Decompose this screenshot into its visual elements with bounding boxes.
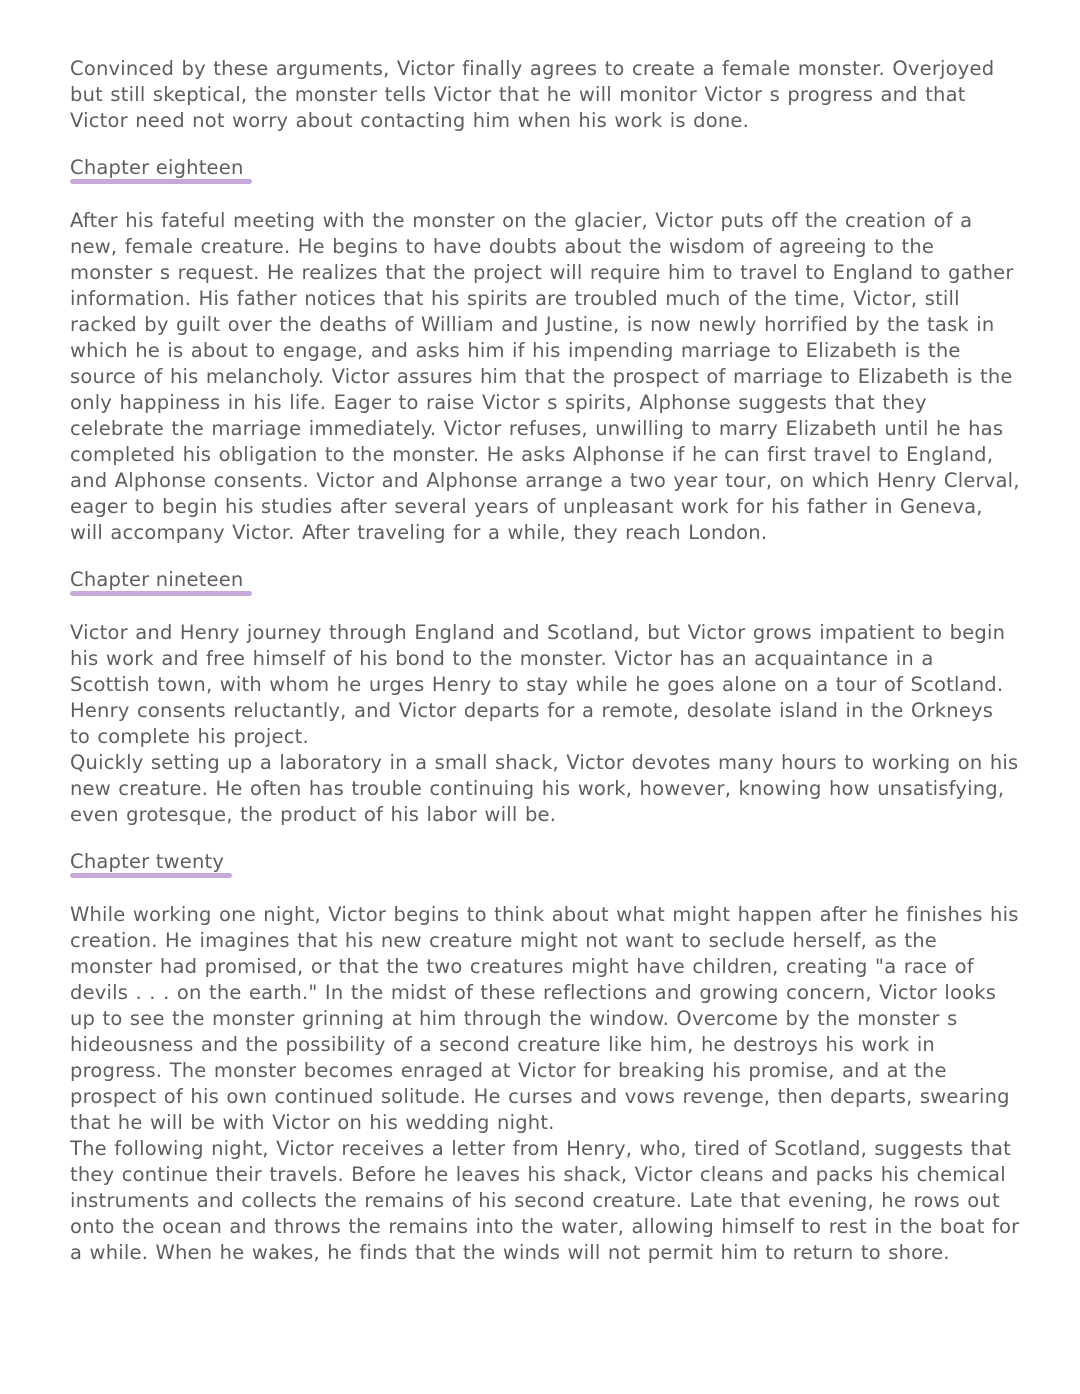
chapter-19-heading: Chapter nineteen — [70, 568, 244, 591]
chapter-20-paragraph-1: While working one night, Victor begins to think about what might happen after he finishes his creation. He imagines that his new creature might not want to seclude herself, as the monster had promised, or that the two creatures might have children, creating "a race of devils . . . on the earth." In the midst of these reflections and growing concern, Victor looks up to see the monster grinning at him through the window. Overcome by the monster s hideousness and the possibility of a second creature like him, he destroys his work in progress. The monster becomes enraged at Victor for breaking his promise, and at the prospect of his own continued solitude. He curses and vows revenge, then departs, swearing that he will be with Victor on his wedding night. — [70, 903, 1019, 1134]
chapter-19-heading-block — [70, 568, 248, 596]
heading-underline-highlight — [70, 873, 232, 878]
chapter-20-heading-block — [70, 850, 228, 878]
document-page — [70, 56, 1020, 1266]
chapter-19-paragraph-1: Victor and Henry journey through England and Scotland, but Victor grows impatient to begin his work and free himself of his bond to the monster. Victor has an acquaintance in a Scottish town, with whom he urges Henry to stay while he goes alone on a tour of Scotland. Henry consents reluctantly, and Victor departs for a remote, desolate island in the Orkneys to complete his project. — [70, 621, 1006, 748]
heading-underline-highlight — [70, 179, 252, 184]
chapter-20-paragraph-2: The following night, Victor receives a letter from Henry, who, tired of Scotland, suggests that they continue their travels. Before he leaves his shack, Victor cleans and packs his chemical instruments and collects the remains of his second creature. Late that evening, he rows out onto the ocean and throws the remains into the water, allowing himself to rest in the boat for a while. When he wakes, he finds that the winds will not permit him to return to shore. — [70, 1137, 1020, 1264]
chapter-18-heading-block — [70, 156, 248, 184]
heading-underline-highlight — [70, 591, 252, 596]
chapter-18-paragraph: After his fateful meeting with the monster on the glacier, Victor puts off the creation of a new, female creature. He begins to have doubts about the wisdom of agreeing to the monster s request. He realizes that the project will require him to travel to England to gather information. His father notices that his spirits are troubled much of the time, Victor, still racked by guilt over the deaths of William and Justine, is now newly horrified by the task in which he is about to engage, and asks him if his impending marriage to Elizabeth is the source of his melancholy. Victor assures him that the prospect of marriage to Elizabeth is the only happiness in his life. Eager to raise Victor s spirits, Alphonse suggests that they celebrate the marriage immediately. Victor refuses, unwilling to marry Elizabeth until he has completed his obligation to the monster. He asks Alphonse if he can first travel to England, and Alphonse consents. Victor and Alphonse arrange a two year tour, on which Henry Clerval, eager to begin his studies after several years of unpleasant work for his father in Geneva, will accompany Victor. After traveling for a while, they reach London. — [70, 209, 1020, 544]
chapter-19-paragraph-2: Quickly setting up a laboratory in a small shack, Victor devotes many hours to working on his new creature. He often has trouble continuing his work, however, knowing how unsatisfying, even grotesque, the product of his labor will be. — [70, 751, 1019, 826]
chapter-18-heading: Chapter eighteen — [70, 156, 244, 179]
chapter-20-heading: Chapter twenty — [70, 850, 225, 873]
intro-paragraph: Convinced by these arguments, Victor finally agrees to create a female monster. Overjoyed but still skeptical, the monster tells Victor that he will monitor Victor s progress and that Victor need not worry about contacting him when his work is done. — [70, 57, 995, 132]
